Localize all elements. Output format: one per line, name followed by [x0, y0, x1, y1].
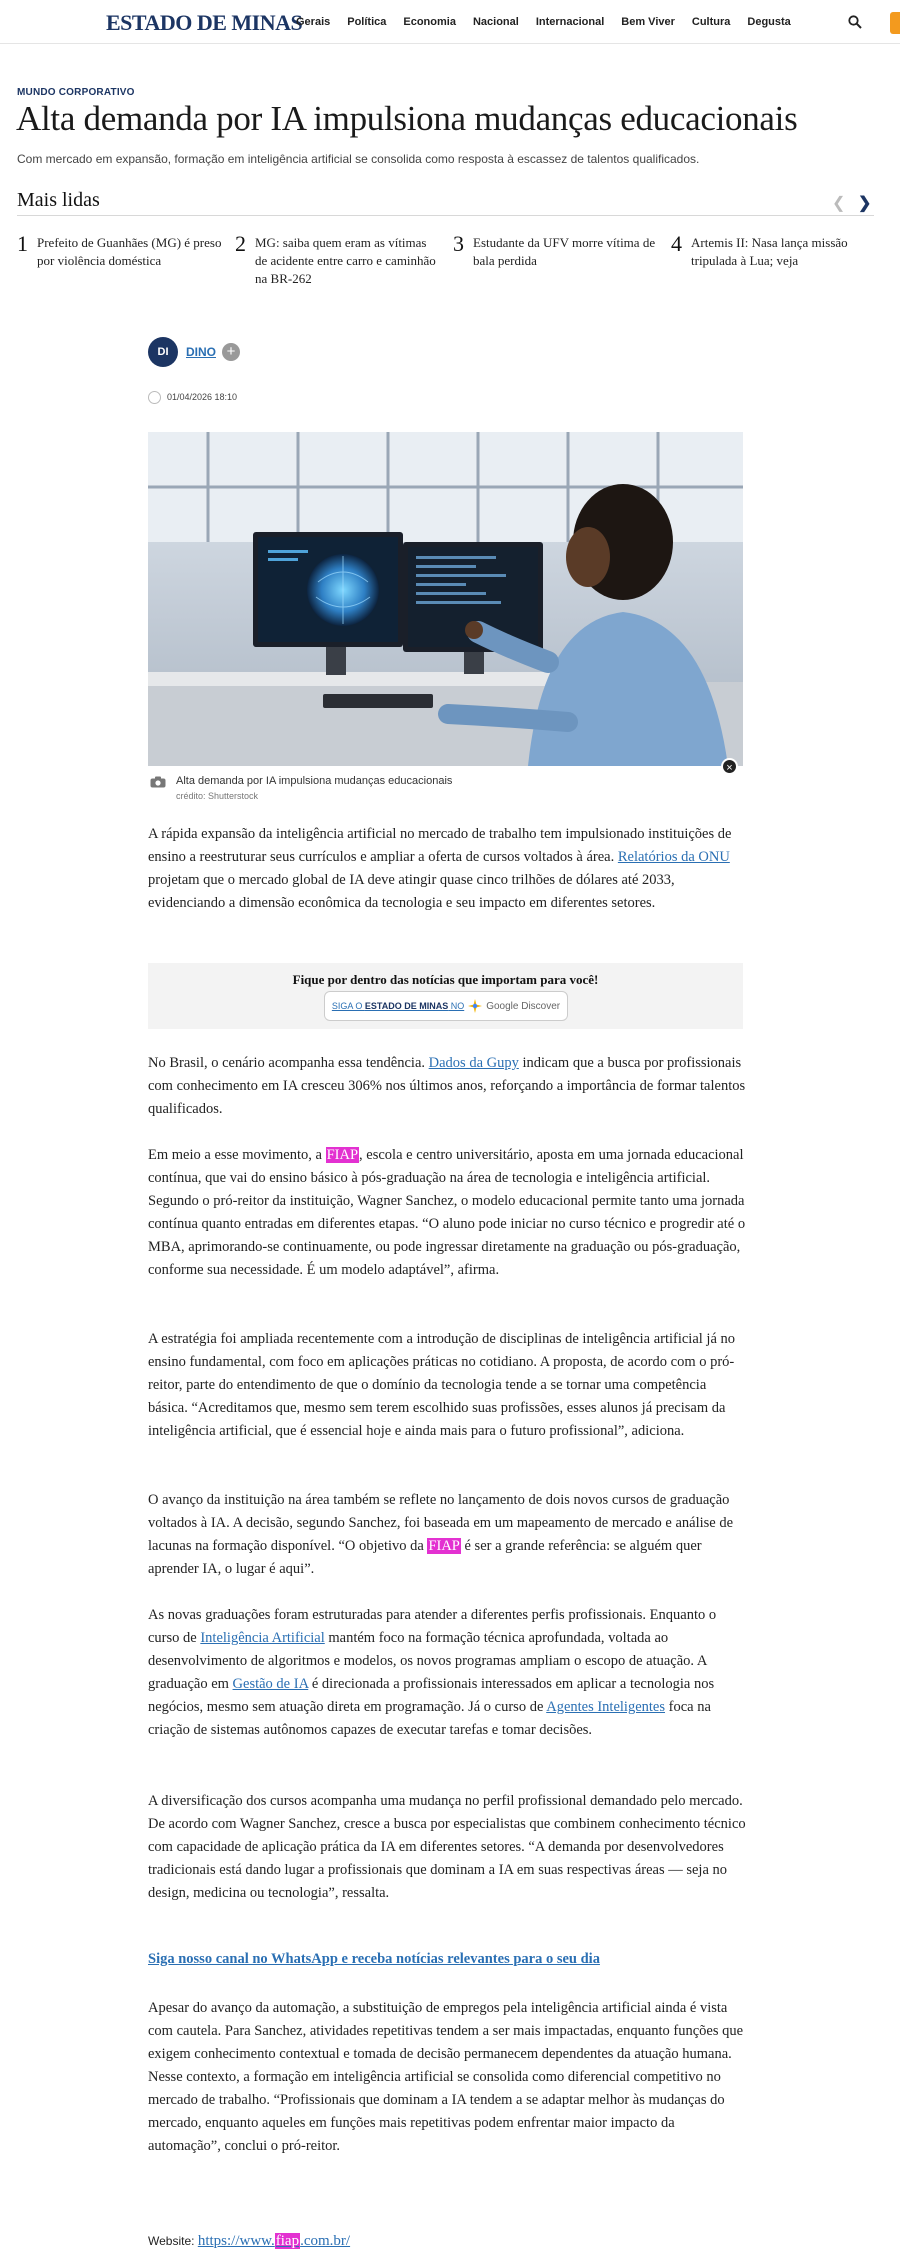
fiap-highlight: fiap: [275, 2233, 300, 2249]
nav-item-bem-viver[interactable]: Bem Viver: [621, 16, 675, 28]
divider: [17, 215, 874, 216]
site-logo[interactable]: ESTADO DE MINAS: [106, 10, 303, 35]
text: No Brasil, o cenário acompanha essa tendência.: [148, 1055, 429, 1071]
discover-promo-box: [148, 963, 743, 1029]
top-navigation-bar: [0, 0, 900, 44]
text: O avanço da instituição na área também se reflete no lançamento de dois novos cursos de graduação voltados à IA. A decisão, segundo Sanchez, foi baseada em um mapeamento de mercado e análise de lacunas na formação disponível. “O objetivo da: [148, 1492, 734, 1554]
most-read-number: 4: [671, 231, 682, 256]
website-link[interactable]: [198, 2233, 350, 2249]
image-caption: Alta demanda por IA impulsiona mudanças educacionais: [176, 775, 453, 787]
discover-cta: [332, 1001, 464, 1011]
text: A rápida expansão da inteligência artificial no mercado de trabalho tem impulsionado instituições de ensino a reestruturar seus currículos e ampliar a oferta de cursos voltados à área.: [148, 826, 732, 865]
chevron-left-icon[interactable]: ❮: [832, 195, 846, 212]
nav-item-degusta[interactable]: Degusta: [747, 16, 791, 28]
search-icon: [848, 15, 862, 29]
website-label: Website:: [148, 2234, 198, 2248]
cta-text: SIGA O: [331, 1001, 365, 1011]
text: Em meio a esse movimento, a: [148, 1147, 326, 1163]
text: é ser a grande referência: se alguém quer aprender IA, o lugar é aqui”.: [148, 1538, 702, 1577]
most-read-number: 1: [17, 231, 28, 256]
close-icon[interactable]: ×: [721, 758, 738, 775]
most-read-headline[interactable]: Artemis II: Nasa lança missão tripulada à Lua; veja: [691, 235, 848, 268]
nav-item-cultura[interactable]: Cultura: [691, 16, 731, 28]
google-discover-label: Google Discover: [486, 1000, 561, 1012]
most-read-headline[interactable]: MG: saiba quem eram as vítimas de acidente entre carro e caminhão na BR-262: [255, 235, 436, 286]
text: As novas graduações foram estruturadas para atender a diferentes perfis profissionais. Enquanto o curso de: [148, 1607, 717, 1646]
nav-item-gerais[interactable]: Gerais: [296, 16, 331, 28]
ai-course-link[interactable]: Inteligência Artificial: [200, 1630, 325, 1646]
ai-management-course-link[interactable]: Gestão de IA: [232, 1676, 309, 1692]
nav-item-economia[interactable]: Economia: [403, 16, 456, 28]
gupy-data-link[interactable]: Dados da Gupy: [428, 1055, 519, 1071]
body-paragraph: [148, 1052, 748, 1121]
onu-report-link[interactable]: Relatórios da ONU: [617, 849, 730, 865]
image-credit: crédito: Shutterstock: [176, 791, 259, 801]
body-paragraph: A diversificação dos cursos acompanha uma mudança no perfil profissional demandado pelo mercado. De acordo com Wagner Sanchez, cresce a busca por especialistas que combinem conhecimento técnico com capacidade de aplicação prática da IA em diferentes setores. “A demanda por desenvolvedores tradicionais está dando lugar a profissionais que dominam a IA em suas respectivas áreas — seja no design, medicina ou tecnologia”, ressalta.: [148, 1793, 746, 1901]
most-read-title: Mais lidas: [17, 189, 100, 211]
most-read-headline[interactable]: Estudante da UFV morre vítima de bala perdida: [473, 235, 656, 268]
clock-icon: [148, 391, 161, 404]
office-ai-illustration: [148, 432, 743, 766]
nav-item-nacional[interactable]: Nacional: [472, 16, 519, 28]
side-tab[interactable]: [890, 12, 900, 34]
text: indicam que a busca por profissionais com conhecimento em IA cresceu 306% nos últimos anos, reforçando a importância de formar talentos qualificados.: [148, 1055, 746, 1117]
main-nav: [296, 0, 808, 44]
most-read-number: 3: [453, 231, 464, 256]
body-paragraph: A estratégia foi ampliada recentemente com a introdução de disciplinas de inteligência artificial já no ensino fundamental, com foco em aplicações práticas no cotidiano. A proposta, de acordo com o pró-reitor, parte do entendimento de que o domínio da tecnologia tende a se tornar uma competência básica. “Acreditamos que, mesmo sem terem escolhido suas profissões, esses alunos já precisam da inteligência artificial, que é essencial hoje e ainda mais para o futuro profissional”, adiciona.: [148, 1331, 736, 1439]
fiap-highlight: FIAP: [428, 1538, 460, 1554]
section-kicker[interactable]: MUNDO CORPORATIVO: [17, 87, 135, 98]
cta-brand: ESTADO DE MINAS: [364, 1001, 449, 1011]
url-part: .com.br/: [300, 2233, 351, 2249]
cta-text: NO: [448, 1001, 465, 1011]
author-avatar[interactable]: DI: [148, 337, 178, 367]
text: , escola e centro universitário, aposta em uma jornada educacional contínua, que vai do ensino básico à pós-graduação na área de tecnologia e inteligência artificial. Segundo o pró-reitor da instituição, Wagner Sanchez, o modelo educacional permite tanto uma jornada contínua quanto entradas em diferentes etapas. “O aluno pode iniciar no curso técnico e progredir até o MBA, aprimorando-se continuamente, ou pode ingressar diretamente na graduação ou pós-graduação, conforme sua necessidade. É um modelo adaptável”, afirma.: [148, 1147, 746, 1278]
intelligent-agents-course-link[interactable]: Agentes Inteligentes: [546, 1699, 666, 1715]
publish-date: 01/04/2026 18:10: [167, 392, 238, 402]
nav-item-politica[interactable]: Política: [347, 16, 387, 28]
promo-title: Fique por dentro das notícias que importam para você!: [292, 972, 599, 987]
follow-author-button[interactable]: +: [222, 343, 240, 361]
text: projetam que o mercado global de IA deve atingir quase cinco trilhões de dólares até 2033, evidenciando a dimensão econômica da tecnologia e seu impacto em diferentes setores.: [148, 872, 675, 911]
article-subtitle: Com mercado em expansão, formação em inteligência artificial se consolida como resposta à escassez de talentos qualificados.: [17, 152, 700, 166]
google-discover-icon: [468, 999, 482, 1013]
text: é direcionada a profissionais interessados em aplicar a tecnologia nos negócios, mesmo sem atuação direta em programação. Já o curso de: [148, 1676, 715, 1715]
text: foca na criação de sistemas autônomos capazes de executar tarefas e tomar decisões.: [148, 1699, 711, 1738]
body-paragraph: Apesar do avanço da automação, a substituição de empregos pela inteligência artificial ainda é vista com cautela. Para Sanchez, atividades repetitivas tendem a ser mais impactadas, enquanto funções que exigem conhecimento contextual e tomada de decisão permanecem dependentes da atuação humana. Nesse contexto, a formação em inteligência artificial se consolida como diferencial competitivo no mercado de trabalho. “Profissionais que dominam a IA tendem a se adaptar melhor às mudanças do mercado, enquanto aqueles em funções mais repetitivas podem enfrentar maior impacto da automação”, conclui o pró-reitor.: [148, 2000, 744, 2154]
fiap-highlight: FIAP: [326, 1147, 359, 1163]
body-paragraph: [148, 1604, 748, 1742]
author-link[interactable]: DINO: [186, 345, 216, 359]
camera-icon: [150, 776, 166, 788]
most-read-number: 2: [235, 231, 246, 256]
whatsapp-channel-link[interactable]: Siga nosso canal no WhatsApp e receba notícias relevantes para o seu dia: [148, 1951, 600, 1967]
chevron-right-icon[interactable]: ❯: [858, 195, 872, 212]
website-line: [148, 2233, 350, 2250]
body-paragraph: [148, 1144, 748, 1282]
body-paragraph: [148, 823, 748, 915]
article-image: [148, 432, 743, 766]
text: mantém foco na formação técnica aprofundada, voltada ao desenvolvimento de algoritmos e modelos, os novos programas ampliam o escopo de atuação. A graduação em: [148, 1630, 707, 1692]
article-title: Alta demanda por IA impulsiona mudanças educacionais: [16, 99, 798, 138]
nav-item-internacional[interactable]: Internacional: [535, 16, 605, 28]
url-part: https://www.: [197, 2233, 275, 2249]
google-discover-button[interactable]: [324, 991, 568, 1021]
search-button[interactable]: [844, 11, 866, 33]
most-read-headline[interactable]: Prefeito de Guanhães (MG) é preso por violência doméstica: [37, 235, 222, 268]
body-paragraph: [148, 1489, 748, 1581]
